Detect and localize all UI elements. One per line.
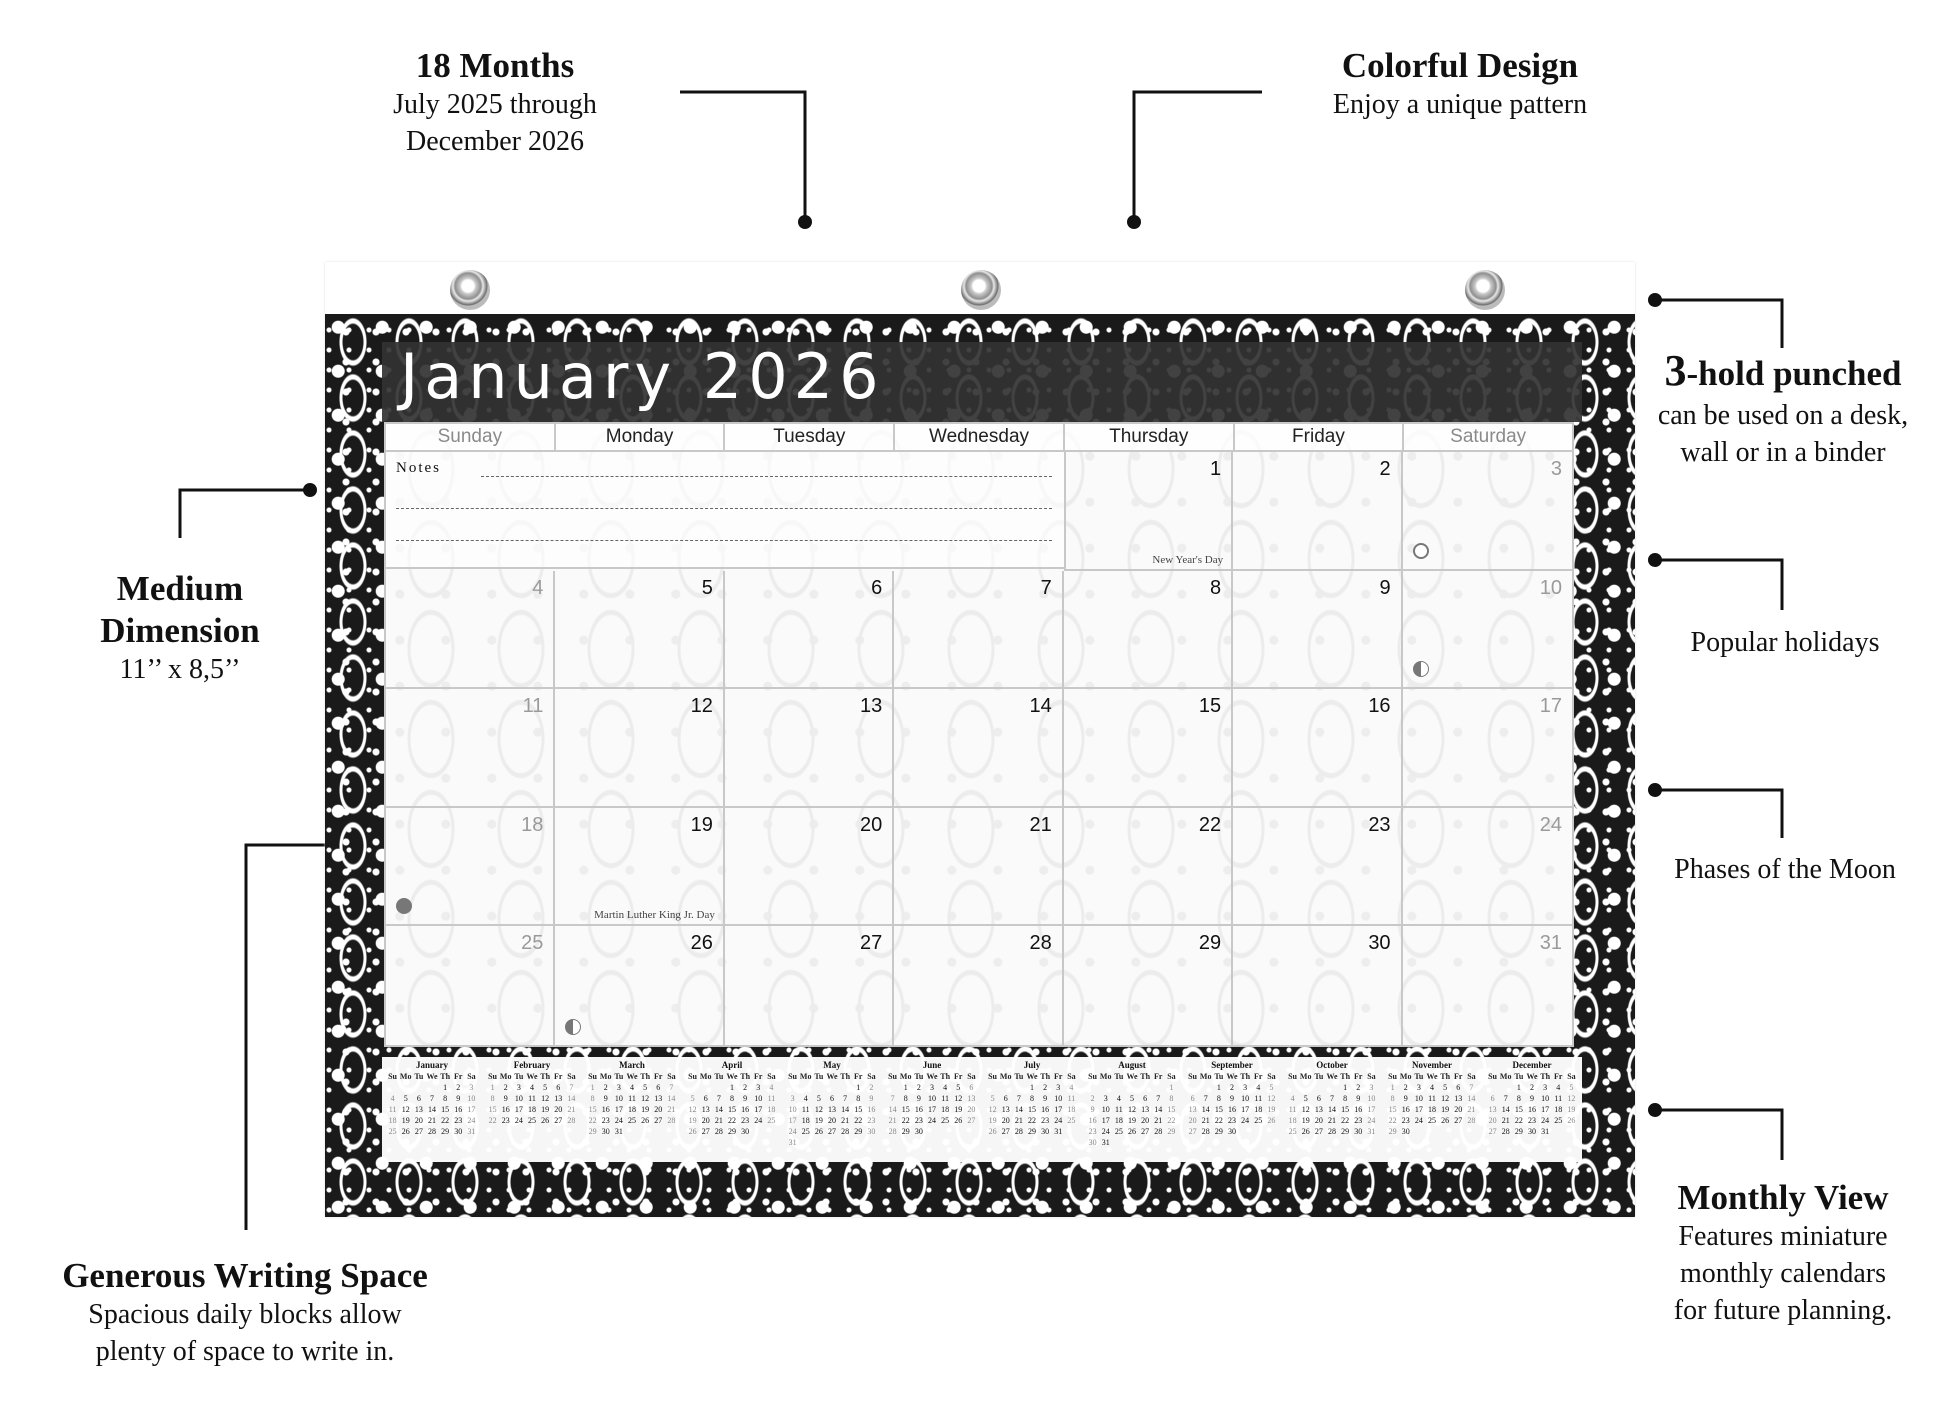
- day-cell[interactable]: [1403, 689, 1572, 808]
- day-cell[interactable]: [386, 571, 555, 690]
- day-number: 18: [521, 813, 544, 836]
- day-cell[interactable]: [894, 571, 1063, 690]
- day-number: 13: [860, 695, 883, 718]
- mini-calendar: March Su Mo Tu We Th Fr Sa 1 2 3 4 5 6 7 8 9 10 11 12 13 14 15 16 17 18 19 20 21 22 23 24 25 26 27 28 29 30 31: [582, 1057, 682, 1162]
- day-number: 1: [1210, 458, 1222, 480]
- mini-calendar-month: May: [823, 1060, 841, 1070]
- day-cell[interactable]: [555, 808, 724, 927]
- callout-moon-phases: [1640, 852, 1930, 889]
- moon-full-icon: [1413, 543, 1429, 559]
- day-cell[interactable]: [1064, 689, 1233, 808]
- weekday-label: Tuesday: [725, 424, 895, 450]
- mini-calendar: November Su Mo Tu We Th Fr Sa 1 2 3 4 5 6 7 8 9 10 11 12 13 14 15 16 17 18 19 20 21 22 23 24 25 26 27 28 29 30: [1382, 1057, 1482, 1162]
- day-number: 4: [532, 576, 544, 599]
- day-cell[interactable]: [555, 926, 724, 1045]
- weekday-label: Thursday: [1065, 424, 1235, 450]
- callout-text: Phases of the Moon: [1674, 854, 1896, 885]
- callout-text: July 2025 through: [393, 89, 597, 120]
- day-cell[interactable]: [894, 926, 1063, 1045]
- mini-calendar: April Su Mo Tu We Th Fr Sa 1 2 3 4 5 6 7 8 9 10 11 12 13 14 15 16 17 18 19 20 21 22 23 24 25 26 27 28 29 30: [682, 1057, 782, 1162]
- day-number: 12: [690, 695, 713, 718]
- day-number: 29: [1198, 932, 1222, 955]
- day-cell[interactable]: [1064, 571, 1233, 690]
- callout-title-number: 3: [1664, 346, 1687, 395]
- day-cell[interactable]: [555, 571, 724, 690]
- day-number: 8: [1210, 576, 1222, 599]
- day-cell[interactable]: [725, 571, 894, 690]
- day-cell[interactable]: [1403, 926, 1572, 1045]
- notes-area[interactable]: [386, 452, 1066, 569]
- punch-hole-icon: [1465, 270, 1505, 310]
- callout-text: Popular holidays: [1690, 627, 1880, 658]
- day-number: 7: [1040, 576, 1052, 599]
- notes-label: Notes: [396, 460, 441, 476]
- callout-popular-holidays: [1640, 625, 1930, 662]
- notes-line: [481, 476, 1052, 477]
- mini-calendar: September Su Mo Tu We Th Fr Sa 1 2 3 4 5 6 7 8 9 10 11 12 13 14 15 16 17 18 19 20 21 22 23 24 25 26 27 28 29 30: [1182, 1057, 1282, 1162]
- day-number: 11: [522, 695, 544, 718]
- callout-colorful-design: [1270, 45, 1650, 124]
- day-number: 31: [1539, 932, 1562, 955]
- weekday-label: Friday: [1235, 424, 1405, 450]
- day-number: 9: [1379, 576, 1391, 599]
- callout-text: Enjoy a unique pattern: [1332, 89, 1588, 120]
- day-number: 22: [1198, 813, 1222, 836]
- callout-hole-punched: [1620, 345, 1946, 472]
- mini-calendar: July Su Mo Tu We Th Fr Sa 1 2 3 4 5 6 7 8 9 10 11 12 13 14 15 16 17 18 19 20 21 22 23 24 25 26 27 28 29 30 31: [982, 1057, 1082, 1162]
- weekday-label: Monday: [556, 424, 726, 450]
- day-cell[interactable]: [1064, 808, 1233, 927]
- callout-title: Dimension: [100, 611, 260, 650]
- day-number: 21: [1029, 813, 1052, 836]
- day-number: 6: [871, 576, 883, 599]
- callout-title: Colorful Design: [1341, 46, 1579, 85]
- callout-title: [1620, 345, 1946, 398]
- month-title: January 2026: [400, 340, 885, 413]
- day-cell[interactable]: [725, 689, 894, 808]
- day-number: 2: [1379, 458, 1391, 480]
- moon-last-quarter-icon: [1413, 661, 1429, 677]
- moon-first-quarter-icon: [565, 1019, 581, 1035]
- callout-text: Spacious daily blocks allow: [88, 1299, 402, 1330]
- day-number: 26: [690, 932, 713, 955]
- callout-text: wall or in a binder: [1680, 436, 1886, 468]
- mini-calendar: October Su Mo Tu We Th Fr Sa 1 2 3 4 5 6 7 8 9 10 11 12 13 14 15 16 17 18 19 20 21 22 23 24 25 26 27 28 29 30 31: [1282, 1057, 1382, 1162]
- notes-line: [396, 508, 1052, 509]
- day-cell[interactable]: [1233, 808, 1402, 927]
- day-cell[interactable]: [1233, 571, 1402, 690]
- holiday-label: Martin Luther King Jr. Day: [594, 909, 715, 922]
- mini-calendar: May Su Mo Tu We Th Fr Sa 1 2 3 4 5 6 7 8 9 10 11 12 13 14 15 16 17 18 19 20 21 22 23 24 25 26 27 28 29 30 31: [782, 1057, 882, 1162]
- callout-text: monthly calendars: [1679, 1257, 1887, 1289]
- punch-hole-icon: [961, 270, 1001, 310]
- day-cell[interactable]: [386, 926, 555, 1045]
- day-number: 15: [1198, 695, 1222, 718]
- day-number: 16: [1368, 695, 1391, 718]
- callout-title: 18 Months: [415, 46, 575, 85]
- weekday-header: [386, 424, 1572, 452]
- mini-calendar-month: June: [922, 1060, 942, 1070]
- mini-calendar-month: April: [721, 1060, 743, 1070]
- weekday-label: Saturday: [1404, 424, 1572, 450]
- day-cell[interactable]: [1403, 571, 1572, 690]
- mini-calendar-month: January: [415, 1060, 448, 1070]
- day-number: 20: [860, 813, 883, 836]
- moon-new-icon: [396, 898, 412, 914]
- calendar-sheet: [325, 262, 1635, 1217]
- mini-calendar-month: September: [1211, 1060, 1253, 1070]
- day-cell[interactable]: [894, 808, 1063, 927]
- mini-calendar: February Su Mo Tu We Th Fr Sa 1 2 3 4 5 6 7 8 9 10 11 12 13 14 15 16 17 18 19 20 21 22 23 24 25 26 27 28: [482, 1057, 582, 1162]
- day-cell[interactable]: [1403, 808, 1572, 927]
- day-cell[interactable]: [894, 689, 1063, 808]
- callout-title: Generous Writing Space: [62, 1256, 428, 1295]
- day-number: 23: [1368, 813, 1391, 836]
- callout-medium-dimension: [80, 568, 280, 689]
- mini-calendar: January Su Mo Tu We Th Fr Sa 1 2 3 4 5 6 7 8 9 10 11 12 13 14 15 16 17 18 19 20 21 22 23 24 25 26 27 28 29 30 31: [382, 1057, 482, 1162]
- day-cell[interactable]: [1233, 689, 1402, 808]
- callout-18-months: [340, 45, 650, 161]
- callout-title-rest: -hold punched: [1686, 354, 1902, 393]
- day-number: 17: [1539, 695, 1562, 718]
- day-cell[interactable]: [1403, 452, 1572, 571]
- holiday-label: New Year's Day: [1152, 553, 1224, 566]
- day-number: 19: [690, 813, 713, 836]
- callout-text: Features miniature: [1678, 1221, 1888, 1252]
- day-cell[interactable]: [386, 689, 555, 808]
- day-number: 27: [860, 932, 883, 955]
- mini-calendar-month: March: [619, 1060, 645, 1070]
- mini-calendar-month: August: [1118, 1060, 1146, 1070]
- mini-calendar-month: July: [1023, 1060, 1041, 1070]
- day-number: 24: [1539, 813, 1562, 836]
- callout-text: December 2026: [405, 125, 585, 157]
- day-cell[interactable]: [1064, 452, 1233, 571]
- day-cell[interactable]: [555, 689, 724, 808]
- day-cell[interactable]: [1233, 452, 1402, 571]
- mini-calendar-month: November: [1412, 1060, 1452, 1070]
- mini-calendar: August Su Mo Tu We Th Fr Sa 1 2 3 4 5 6 7 8 9 10 11 12 13 14 15 16 17 18 19 20 21 22 23 24 25 26 27 28 29 30 31: [1082, 1057, 1182, 1162]
- day-number: 3: [1550, 458, 1562, 480]
- mini-calendar: June Su Mo Tu We Th Fr Sa 1 2 3 4 5 6 7 8 9 10 11 12 13 14 15 16 17 18 19 20 21 22 23 24 25 26 27 28 29 30: [882, 1057, 982, 1162]
- callout-title: Medium: [116, 569, 244, 608]
- day-cell[interactable]: [1233, 926, 1402, 1045]
- day-cell[interactable]: [725, 808, 894, 927]
- callout-title: Monthly View: [1677, 1178, 1889, 1217]
- notes-line: [396, 540, 1052, 541]
- day-number: 25: [521, 932, 544, 955]
- day-number: 28: [1029, 932, 1052, 955]
- day-cell[interactable]: [1064, 926, 1233, 1045]
- day-number: 14: [1029, 695, 1052, 718]
- callout-text: for future planning.: [1673, 1294, 1893, 1326]
- mini-calendar-month: December: [1512, 1060, 1552, 1070]
- punch-hole-icon: [450, 270, 490, 310]
- mini-calendar: December Su Mo Tu We Th Fr Sa 1 2 3 4 5 6 7 8 9 10 11 12 13 14 15 16 17 18 19 20 21 22 23 24 25 26 27 28 29 30 31: [1482, 1057, 1582, 1162]
- callout-writing-space: [30, 1255, 460, 1371]
- day-number: 5: [701, 576, 713, 599]
- mini-calendar-month: October: [1316, 1060, 1348, 1070]
- month-grid: [384, 422, 1574, 1047]
- mini-calendar-strip: [382, 1057, 1582, 1162]
- day-number: 30: [1368, 932, 1391, 955]
- weekday-label: Wednesday: [895, 424, 1065, 450]
- callout-monthly-view: [1620, 1177, 1946, 1330]
- weekday-label: Sunday: [386, 424, 556, 450]
- mini-calendar-month: February: [513, 1060, 551, 1070]
- callout-text: plenty of space to write in.: [95, 1335, 395, 1367]
- callout-text: can be used on a desk,: [1657, 399, 1909, 431]
- day-number: 10: [1539, 576, 1562, 599]
- day-cell[interactable]: [725, 926, 894, 1045]
- day-cell[interactable]: [386, 808, 555, 927]
- callout-text: 11’’ x 8,5’’: [119, 654, 241, 685]
